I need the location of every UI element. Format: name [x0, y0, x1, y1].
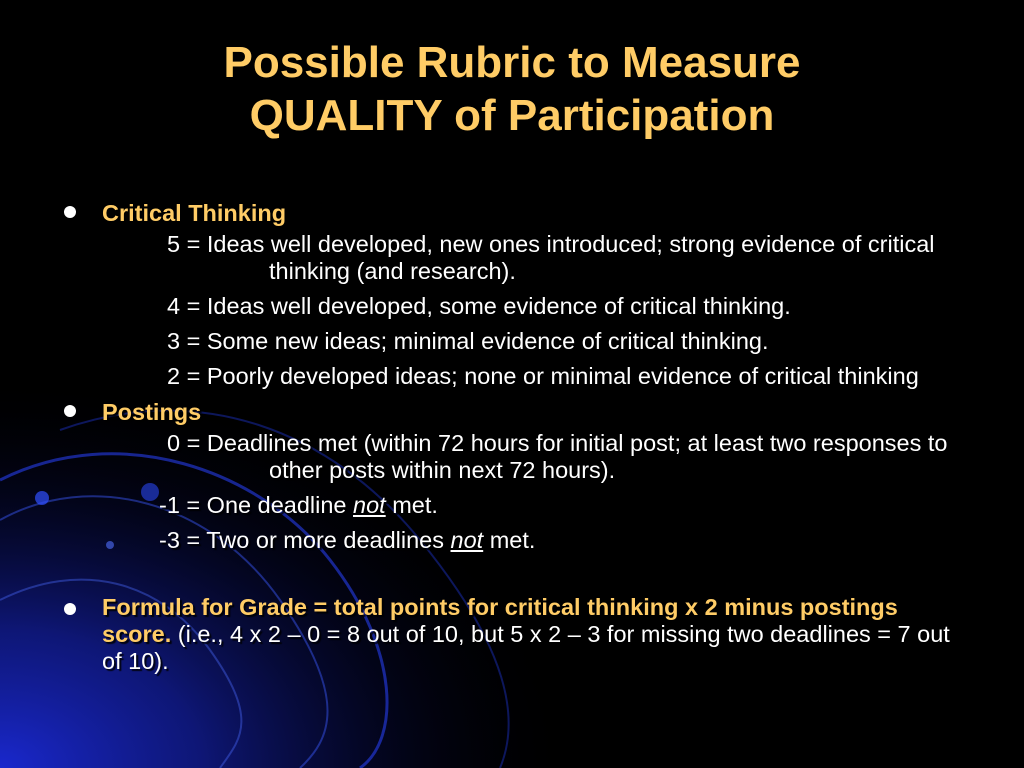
bullet-heading: Critical Thinking	[102, 200, 287, 226]
bullet-formula	[60, 594, 960, 675]
slide-body	[60, 197, 960, 675]
formula-bold: Formula for Grade = total points for critical thinking x 2 minus postings score.	[102, 594, 898, 647]
list-item-text: met.	[483, 527, 536, 553]
bullet-postings	[60, 396, 960, 554]
critical-thinking-scale	[167, 231, 960, 390]
slide-title	[0, 36, 1024, 142]
bullet-dot-icon	[64, 603, 76, 615]
list-item-text: met.	[385, 492, 438, 518]
bullet-dot-icon	[64, 206, 76, 218]
list-item-text: -3 = Two or more deadlines	[159, 527, 451, 553]
title-line-2: QUALITY of Participation	[249, 91, 775, 140]
title-line-1: Possible Rubric to Measure	[223, 38, 801, 87]
emphasis-not: not	[353, 492, 386, 518]
list-item	[159, 527, 960, 554]
list-item: 3 = Some new ideas; minimal evidence of critical thinking.	[167, 328, 769, 354]
list-item: 4 = Ideas well developed, some evidence of critical thinking.	[167, 293, 791, 319]
formula-text	[102, 594, 960, 675]
bullet-dot-icon	[64, 405, 76, 417]
list-item-text: -1 = One deadline	[159, 492, 354, 518]
list-item: 0 = Deadlines met (within 72 hours for initial post; at least two responses to other posts within next 72 hours).	[167, 430, 948, 483]
emphasis-not: not	[450, 527, 484, 553]
list-item: 2 = Poorly developed ideas; none or minimal evidence of critical thinking	[167, 363, 919, 389]
formula-example: (i.e., 4 x 2 – 0 = 8 out of 10, but 5 x 2 – 3 for missing two deadlines = 7 out of 10).	[102, 621, 950, 674]
list-item: 5 = Ideas well developed, new ones introduced; strong evidence of critical thinking (and research).	[167, 231, 935, 284]
postings-scale	[159, 430, 960, 554]
bullet-critical-thinking	[60, 197, 960, 390]
list-item	[159, 492, 960, 519]
bullet-heading: Postings	[102, 399, 202, 425]
